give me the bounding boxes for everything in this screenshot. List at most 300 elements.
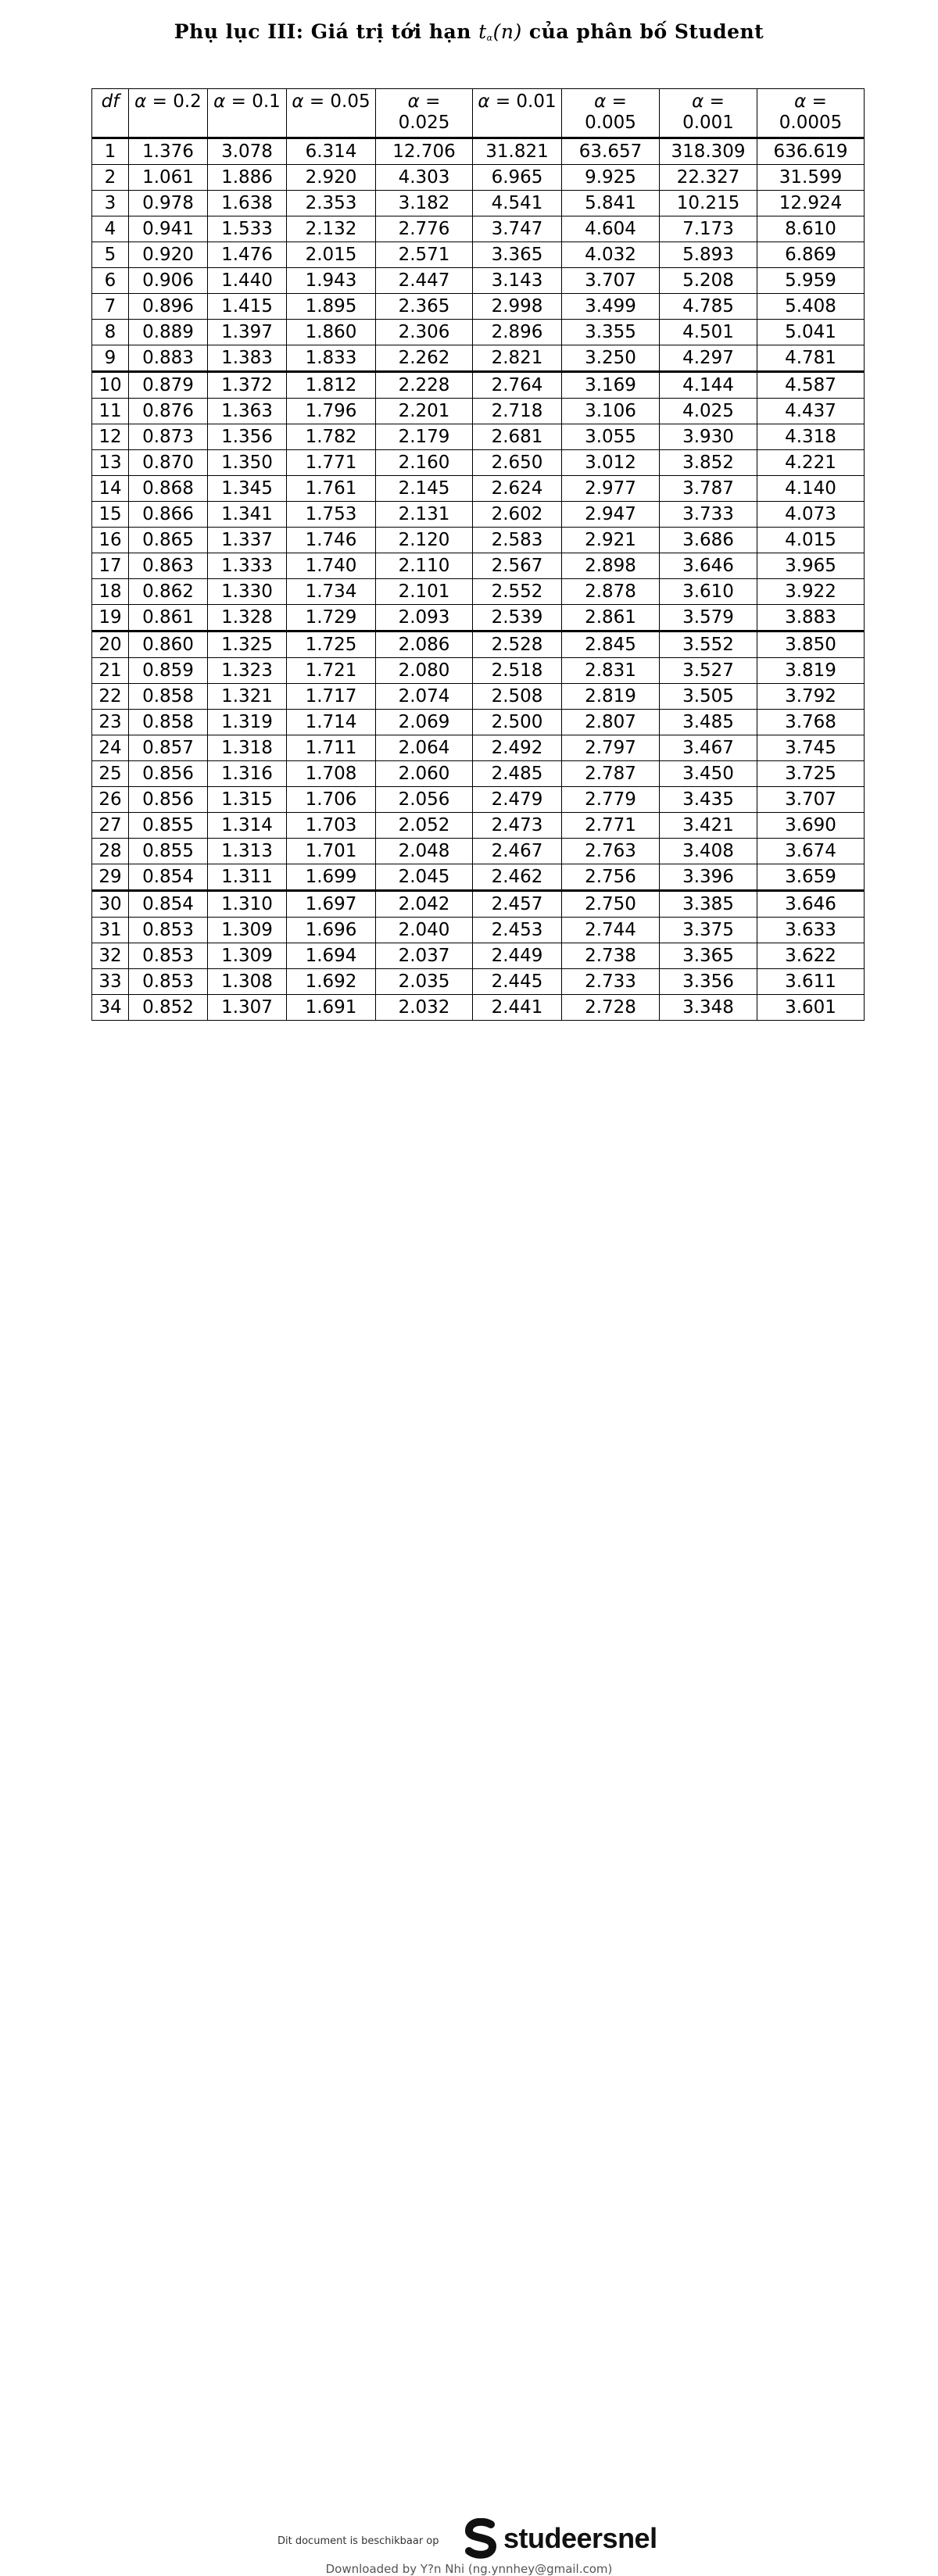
df-cell: 11 xyxy=(92,399,129,424)
critical-value-cell: 1.440 xyxy=(208,268,287,294)
df-cell: 6 xyxy=(92,268,129,294)
critical-value-cell: 3.725 xyxy=(757,761,865,787)
critical-value-cell: 3.106 xyxy=(562,399,660,424)
critical-value-cell: 1.703 xyxy=(287,813,376,839)
critical-value-cell: 3.611 xyxy=(757,969,865,995)
critical-value-cell: 5.041 xyxy=(757,320,865,345)
critical-value-cell: 4.144 xyxy=(660,372,757,399)
critical-value-cell: 3.659 xyxy=(757,864,865,891)
df-cell: 28 xyxy=(92,839,129,864)
critical-value-cell: 3.707 xyxy=(562,268,660,294)
critical-value-cell: 3.883 xyxy=(757,605,865,631)
critical-value-cell: 2.831 xyxy=(562,658,660,684)
critical-value-cell: 2.763 xyxy=(562,839,660,864)
title-suffix: của phân bố Student xyxy=(521,20,764,43)
critical-value-cell: 3.348 xyxy=(660,995,757,1021)
df-cell: 16 xyxy=(92,528,129,553)
critical-value-cell: 1.363 xyxy=(208,399,287,424)
critical-value-cell: 0.920 xyxy=(129,242,208,268)
critical-value-cell: 4.501 xyxy=(660,320,757,345)
critical-value-cell: 2.040 xyxy=(376,918,473,943)
df-cell: 25 xyxy=(92,761,129,787)
critical-value-cell: 0.906 xyxy=(129,268,208,294)
critical-value-cell: 2.120 xyxy=(376,528,473,553)
critical-value-cell: 2.583 xyxy=(473,528,562,553)
critical-value-cell: 1.397 xyxy=(208,320,287,345)
critical-value-cell: 1.886 xyxy=(208,165,287,191)
critical-value-cell: 22.327 xyxy=(660,165,757,191)
critical-value-cell: 1.696 xyxy=(287,918,376,943)
critical-value-cell: 5.208 xyxy=(660,268,757,294)
critical-value-cell: 0.858 xyxy=(129,684,208,710)
table-row xyxy=(92,735,865,761)
critical-value-cell: 2.571 xyxy=(376,242,473,268)
critical-value-cell: 0.857 xyxy=(129,735,208,761)
critical-value-cell: 2.500 xyxy=(473,710,562,735)
alpha-symbol: α xyxy=(594,91,607,112)
critical-value-cell: 2.101 xyxy=(376,579,473,605)
table-row xyxy=(92,320,865,345)
table-row xyxy=(92,684,865,710)
alpha-symbol: α xyxy=(692,91,704,112)
alpha-symbol: α xyxy=(407,91,420,112)
critical-value-cell: 0.855 xyxy=(129,813,208,839)
table-row xyxy=(92,943,865,969)
critical-value-cell: 2.602 xyxy=(473,502,562,528)
df-cell: 34 xyxy=(92,995,129,1021)
alpha-value-line2: 0.005 xyxy=(585,113,636,133)
table-row xyxy=(92,918,865,943)
critical-value-cell: 2.353 xyxy=(287,191,376,216)
critical-value-cell: 2.228 xyxy=(376,372,473,399)
critical-value-cell: 1.316 xyxy=(208,761,287,787)
critical-value-cell: 2.528 xyxy=(473,631,562,658)
critical-value-cell: 636.619 xyxy=(757,138,865,165)
critical-value-cell: 2.779 xyxy=(562,787,660,813)
critical-value-cell: 5.408 xyxy=(757,294,865,320)
critical-value-cell: 1.319 xyxy=(208,710,287,735)
df-cell: 23 xyxy=(92,710,129,735)
critical-value-cell: 2.756 xyxy=(562,864,660,891)
critical-value-cell: 2.262 xyxy=(376,345,473,372)
critical-value-cell: 2.896 xyxy=(473,320,562,345)
header-alpha-1 xyxy=(129,89,208,138)
critical-value-cell: 0.860 xyxy=(129,631,208,658)
alpha-symbol: α xyxy=(292,91,304,112)
critical-value-cell: 1.328 xyxy=(208,605,287,631)
critical-value-cell: 4.781 xyxy=(757,345,865,372)
title-prefix: Phụ lục III: Giá trị tới hạn xyxy=(174,20,479,43)
table-row xyxy=(92,165,865,191)
critical-value-cell: 1.692 xyxy=(287,969,376,995)
critical-value-cell: 2.110 xyxy=(376,553,473,579)
critical-value-cell: 3.055 xyxy=(562,424,660,450)
critical-value-cell: 1.314 xyxy=(208,813,287,839)
critical-value-cell: 0.854 xyxy=(129,891,208,918)
critical-value-cell: 2.624 xyxy=(473,476,562,502)
table-row xyxy=(92,787,865,813)
critical-value-cell: 3.552 xyxy=(660,631,757,658)
critical-value-cell: 2.074 xyxy=(376,684,473,710)
critical-value-cell: 1.860 xyxy=(287,320,376,345)
critical-value-cell: 2.738 xyxy=(562,943,660,969)
critical-value-cell: 2.787 xyxy=(562,761,660,787)
critical-value-cell: 1.330 xyxy=(208,579,287,605)
critical-value-cell: 2.473 xyxy=(473,813,562,839)
critical-value-cell: 2.728 xyxy=(562,995,660,1021)
alpha-value: = xyxy=(704,91,725,112)
header-alpha-6 xyxy=(562,89,660,138)
critical-value-cell: 1.717 xyxy=(287,684,376,710)
critical-value-cell: 1.061 xyxy=(129,165,208,191)
critical-value-cell: 31.821 xyxy=(473,138,562,165)
critical-value-cell: 3.965 xyxy=(757,553,865,579)
critical-value-cell: 0.868 xyxy=(129,476,208,502)
studeersnel-logo-icon xyxy=(464,2518,499,2559)
critical-value-cell: 3.385 xyxy=(660,891,757,918)
critical-value-cell: 1.761 xyxy=(287,476,376,502)
critical-value-cell: 1.476 xyxy=(208,242,287,268)
df-cell: 20 xyxy=(92,631,129,658)
critical-value-cell: 2.064 xyxy=(376,735,473,761)
critical-value-cell: 2.445 xyxy=(473,969,562,995)
critical-value-cell: 0.856 xyxy=(129,787,208,813)
critical-value-cell: 3.747 xyxy=(473,216,562,242)
critical-value-cell: 1.701 xyxy=(287,839,376,864)
alpha-symbol: α xyxy=(478,91,490,112)
critical-value-cell: 2.492 xyxy=(473,735,562,761)
critical-value-cell: 1.895 xyxy=(287,294,376,320)
critical-value-cell: 3.646 xyxy=(660,553,757,579)
critical-value-cell: 2.539 xyxy=(473,605,562,631)
df-cell: 8 xyxy=(92,320,129,345)
critical-value-cell: 2.132 xyxy=(287,216,376,242)
alpha-symbol: α xyxy=(134,91,147,112)
critical-value-cell: 0.896 xyxy=(129,294,208,320)
critical-value-cell: 1.740 xyxy=(287,553,376,579)
critical-value-cell: 2.947 xyxy=(562,502,660,528)
critical-value-cell: 3.852 xyxy=(660,450,757,476)
critical-value-cell: 1.308 xyxy=(208,969,287,995)
table-row xyxy=(92,658,865,684)
critical-value-cell: 2.042 xyxy=(376,891,473,918)
header-alpha-8 xyxy=(757,89,865,138)
critical-value-cell: 2.807 xyxy=(562,710,660,735)
critical-value-cell: 2.086 xyxy=(376,631,473,658)
critical-value-cell: 2.453 xyxy=(473,918,562,943)
critical-value-cell: 3.250 xyxy=(562,345,660,372)
df-cell: 21 xyxy=(92,658,129,684)
df-cell: 22 xyxy=(92,684,129,710)
critical-value-cell: 1.746 xyxy=(287,528,376,553)
critical-value-cell: 0.853 xyxy=(129,969,208,995)
critical-value-cell: 6.314 xyxy=(287,138,376,165)
critical-value-cell: 8.610 xyxy=(757,216,865,242)
critical-value-cell: 2.201 xyxy=(376,399,473,424)
critical-value-cell: 2.179 xyxy=(376,424,473,450)
critical-value-cell: 1.533 xyxy=(208,216,287,242)
critical-value-cell: 12.924 xyxy=(757,191,865,216)
table-row xyxy=(92,969,865,995)
table-row xyxy=(92,294,865,320)
table-row xyxy=(92,710,865,735)
critical-value-cell: 3.745 xyxy=(757,735,865,761)
critical-value-cell: 2.819 xyxy=(562,684,660,710)
df-cell: 9 xyxy=(92,345,129,372)
df-cell: 12 xyxy=(92,424,129,450)
critical-value-cell: 1.372 xyxy=(208,372,287,399)
alpha-value: = xyxy=(606,91,627,112)
header-row xyxy=(92,89,865,138)
critical-value-cell: 2.718 xyxy=(473,399,562,424)
critical-value-cell: 0.879 xyxy=(129,372,208,399)
critical-value-cell: 1.337 xyxy=(208,528,287,553)
critical-value-cell: 1.699 xyxy=(287,864,376,891)
critical-value-cell: 2.080 xyxy=(376,658,473,684)
critical-value-cell: 3.078 xyxy=(208,138,287,165)
alpha-symbol: α xyxy=(213,91,226,112)
critical-value-cell: 12.706 xyxy=(376,138,473,165)
df-cell: 18 xyxy=(92,579,129,605)
availability-text: Dit document is beschikbaar op xyxy=(277,2535,439,2547)
df-cell: 26 xyxy=(92,787,129,813)
critical-value-cell: 3.408 xyxy=(660,839,757,864)
critical-value-cell: 2.898 xyxy=(562,553,660,579)
critical-value-cell: 1.376 xyxy=(129,138,208,165)
df-cell: 30 xyxy=(92,891,129,918)
critical-value-cell: 0.855 xyxy=(129,839,208,864)
critical-value-cell: 1.333 xyxy=(208,553,287,579)
critical-value-cell: 0.853 xyxy=(129,918,208,943)
alpha-value: = 0.01 xyxy=(489,91,557,112)
critical-value-cell: 4.297 xyxy=(660,345,757,372)
critical-value-cell: 5.959 xyxy=(757,268,865,294)
studeersnel-logo[interactable] xyxy=(464,2518,657,2559)
critical-value-cell: 0.870 xyxy=(129,450,208,476)
critical-value-cell: 4.140 xyxy=(757,476,865,502)
critical-value-cell: 3.674 xyxy=(757,839,865,864)
critical-value-cell: 2.821 xyxy=(473,345,562,372)
critical-value-cell: 1.943 xyxy=(287,268,376,294)
critical-value-cell: 1.691 xyxy=(287,995,376,1021)
critical-value-cell: 2.069 xyxy=(376,710,473,735)
critical-value-cell: 0.876 xyxy=(129,399,208,424)
critical-value-cell: 0.861 xyxy=(129,605,208,631)
table-row xyxy=(92,476,865,502)
alpha-value-line2: 0.025 xyxy=(398,113,450,133)
title-n-symbol: n xyxy=(500,20,514,43)
alpha-value: = 0.2 xyxy=(146,91,202,112)
header-alpha-3 xyxy=(287,89,376,138)
critical-value-cell: 2.998 xyxy=(473,294,562,320)
critical-value-cell: 2.771 xyxy=(562,813,660,839)
critical-value-cell: 318.309 xyxy=(660,138,757,165)
df-cell: 1 xyxy=(92,138,129,165)
table-row xyxy=(92,345,865,372)
critical-value-cell: 2.977 xyxy=(562,476,660,502)
df-cell: 33 xyxy=(92,969,129,995)
table-row xyxy=(92,216,865,242)
header-alpha-7 xyxy=(660,89,757,138)
critical-value-cell: 4.025 xyxy=(660,399,757,424)
downloaded-by-text: Downloaded by Y?n Nhi (ng.ynnhey@gmail.com) xyxy=(325,2562,613,2576)
critical-value-cell: 1.341 xyxy=(208,502,287,528)
alpha-value: = xyxy=(419,91,441,112)
critical-value-cell: 2.845 xyxy=(562,631,660,658)
critical-value-cell: 0.858 xyxy=(129,710,208,735)
critical-value-cell: 3.435 xyxy=(660,787,757,813)
critical-value-cell: 3.768 xyxy=(757,710,865,735)
critical-value-cell: 2.650 xyxy=(473,450,562,476)
critical-value-cell: 3.365 xyxy=(473,242,562,268)
critical-value-cell: 1.796 xyxy=(287,399,376,424)
critical-value-cell: 0.873 xyxy=(129,424,208,450)
critical-value-cell: 1.729 xyxy=(287,605,376,631)
critical-value-cell: 3.579 xyxy=(660,605,757,631)
df-cell: 3 xyxy=(92,191,129,216)
critical-value-cell: 3.485 xyxy=(660,710,757,735)
critical-value-cell: 4.015 xyxy=(757,528,865,553)
critical-value-cell: 2.733 xyxy=(562,969,660,995)
critical-value-cell: 1.323 xyxy=(208,658,287,684)
table-row xyxy=(92,631,865,658)
critical-value-cell: 3.792 xyxy=(757,684,865,710)
critical-value-cell: 1.307 xyxy=(208,995,287,1021)
critical-value-cell: 3.467 xyxy=(660,735,757,761)
critical-value-cell: 2.921 xyxy=(562,528,660,553)
df-cell: 17 xyxy=(92,553,129,579)
critical-value-cell: 3.527 xyxy=(660,658,757,684)
critical-value-cell: 1.734 xyxy=(287,579,376,605)
critical-value-cell: 3.499 xyxy=(562,294,660,320)
table-row xyxy=(92,191,865,216)
t-distribution-table xyxy=(91,88,865,1021)
critical-value-cell: 3.143 xyxy=(473,268,562,294)
table-row xyxy=(92,579,865,605)
critical-value-cell: 1.694 xyxy=(287,943,376,969)
table-body xyxy=(92,138,865,1021)
critical-value-cell: 4.604 xyxy=(562,216,660,242)
critical-value-cell: 2.467 xyxy=(473,839,562,864)
title-paren-close: ) xyxy=(514,20,522,43)
critical-value-cell: 3.356 xyxy=(660,969,757,995)
critical-value-cell: 3.396 xyxy=(660,864,757,891)
table-row xyxy=(92,995,865,1021)
alpha-value: = 0.1 xyxy=(225,91,281,112)
critical-value-cell: 4.318 xyxy=(757,424,865,450)
df-cell: 32 xyxy=(92,943,129,969)
critical-value-cell: 1.771 xyxy=(287,450,376,476)
critical-value-cell: 2.306 xyxy=(376,320,473,345)
critical-value-cell: 3.375 xyxy=(660,918,757,943)
critical-value-cell: 2.750 xyxy=(562,891,660,918)
critical-value-cell: 2.518 xyxy=(473,658,562,684)
table-row xyxy=(92,502,865,528)
critical-value-cell: 3.686 xyxy=(660,528,757,553)
critical-value-cell: 4.587 xyxy=(757,372,865,399)
critical-value-cell: 2.037 xyxy=(376,943,473,969)
critical-value-cell: 3.646 xyxy=(757,891,865,918)
critical-value-cell: 2.441 xyxy=(473,995,562,1021)
critical-value-cell: 0.883 xyxy=(129,345,208,372)
critical-value-cell: 6.869 xyxy=(757,242,865,268)
critical-value-cell: 2.764 xyxy=(473,372,562,399)
critical-value-cell: 0.853 xyxy=(129,943,208,969)
critical-value-cell: 0.862 xyxy=(129,579,208,605)
critical-value-cell: 1.725 xyxy=(287,631,376,658)
critical-value-cell: 4.541 xyxy=(473,191,562,216)
critical-value-cell: 2.920 xyxy=(287,165,376,191)
critical-value-cell: 0.941 xyxy=(129,216,208,242)
critical-value-cell: 5.841 xyxy=(562,191,660,216)
df-cell: 24 xyxy=(92,735,129,761)
critical-value-cell: 2.160 xyxy=(376,450,473,476)
critical-value-cell: 0.889 xyxy=(129,320,208,345)
critical-value-cell: 4.073 xyxy=(757,502,865,528)
df-cell: 15 xyxy=(92,502,129,528)
header-alpha-4 xyxy=(376,89,473,138)
critical-value-cell: 2.093 xyxy=(376,605,473,631)
table-row xyxy=(92,242,865,268)
critical-value-cell: 2.681 xyxy=(473,424,562,450)
critical-value-cell: 2.035 xyxy=(376,969,473,995)
critical-value-cell: 3.819 xyxy=(757,658,865,684)
critical-value-cell: 1.383 xyxy=(208,345,287,372)
critical-value-cell: 1.708 xyxy=(287,761,376,787)
critical-value-cell: 0.865 xyxy=(129,528,208,553)
critical-value-cell: 2.861 xyxy=(562,605,660,631)
critical-value-cell: 1.313 xyxy=(208,839,287,864)
critical-value-cell: 9.925 xyxy=(562,165,660,191)
critical-value-cell: 1.318 xyxy=(208,735,287,761)
critical-value-cell: 2.457 xyxy=(473,891,562,918)
critical-value-cell: 4.785 xyxy=(660,294,757,320)
critical-value-cell: 1.706 xyxy=(287,787,376,813)
alpha-value-line2: 0.0005 xyxy=(779,113,843,133)
critical-value-cell: 1.753 xyxy=(287,502,376,528)
critical-value-cell: 5.893 xyxy=(660,242,757,268)
critical-value-cell: 1.345 xyxy=(208,476,287,502)
critical-value-cell: 1.812 xyxy=(287,372,376,399)
table-row xyxy=(92,605,865,631)
critical-value-cell: 1.782 xyxy=(287,424,376,450)
critical-value-cell: 2.878 xyxy=(562,579,660,605)
critical-value-cell: 1.311 xyxy=(208,864,287,891)
critical-value-cell: 3.505 xyxy=(660,684,757,710)
critical-value-cell: 0.866 xyxy=(129,502,208,528)
critical-value-cell: 2.776 xyxy=(376,216,473,242)
critical-value-cell: 3.922 xyxy=(757,579,865,605)
critical-value-cell: 0.978 xyxy=(129,191,208,216)
df-cell: 27 xyxy=(92,813,129,839)
critical-value-cell: 2.048 xyxy=(376,839,473,864)
critical-value-cell: 0.852 xyxy=(129,995,208,1021)
critical-value-cell: 3.733 xyxy=(660,502,757,528)
title-alpha-subscript: α xyxy=(486,33,493,43)
critical-value-cell: 3.707 xyxy=(757,787,865,813)
critical-value-cell: 2.015 xyxy=(287,242,376,268)
critical-value-cell: 2.052 xyxy=(376,813,473,839)
critical-value-cell: 1.415 xyxy=(208,294,287,320)
table-header xyxy=(92,89,865,138)
table-row xyxy=(92,813,865,839)
df-cell: 31 xyxy=(92,918,129,943)
critical-value-cell: 3.182 xyxy=(376,191,473,216)
df-cell: 14 xyxy=(92,476,129,502)
header-alpha-5 xyxy=(473,89,562,138)
critical-value-cell: 1.714 xyxy=(287,710,376,735)
critical-value-cell: 3.012 xyxy=(562,450,660,476)
